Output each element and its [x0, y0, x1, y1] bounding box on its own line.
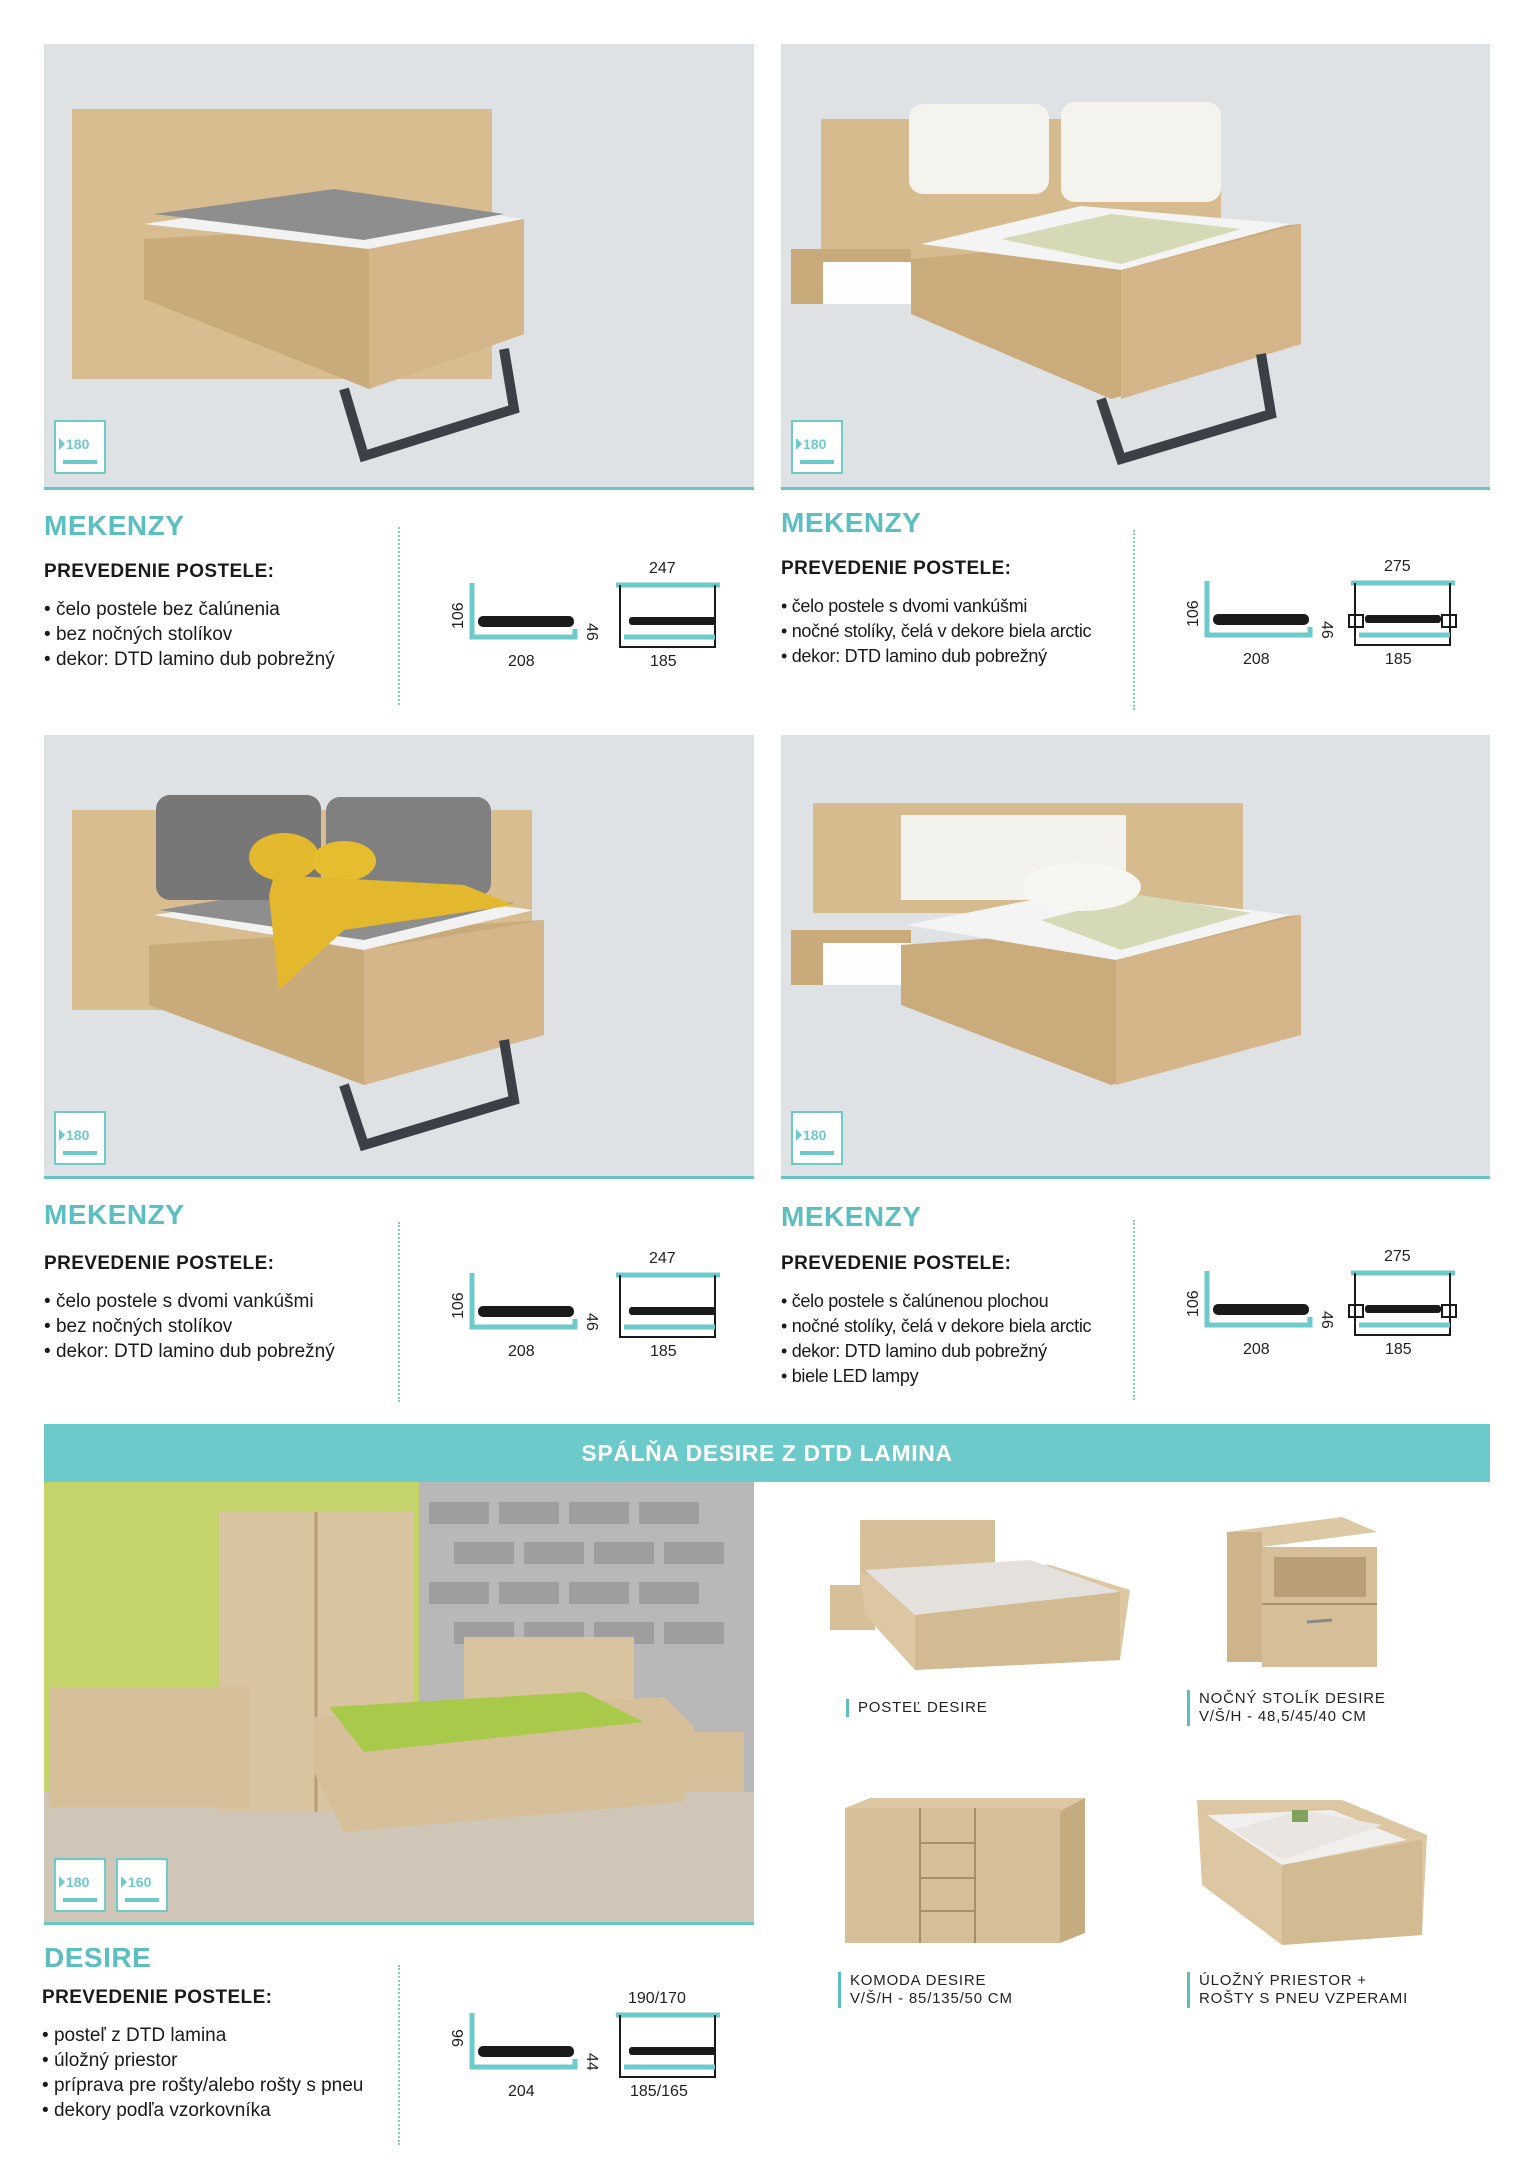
- item-photo-bed: [820, 1510, 1140, 1675]
- dim-height: 106: [1185, 1290, 1202, 1317]
- dim-side-height: 44: [583, 2053, 600, 2071]
- dimension-diagram: [440, 1985, 740, 2105]
- spec-heading: PREVEDENIE POSTELE:: [44, 1253, 275, 1274]
- feature-list: [42, 2023, 363, 2123]
- feature-item: • dekor: DTD lamino dub pobrežný: [781, 644, 1091, 669]
- caption-storage: [1187, 1972, 1408, 2008]
- caption-line: ÚLOŽNÝ PRIESTOR +: [1199, 1972, 1367, 1989]
- storage-bed-illustration: [1192, 1795, 1432, 1950]
- caption-line: V/Š/H - 48,5/45/40 CM: [1199, 1708, 1367, 1725]
- dim-side-height: 46: [1318, 1311, 1335, 1329]
- caption-line: POSTEĽ DESIRE: [858, 1699, 988, 1716]
- dim-length: 208: [508, 653, 535, 670]
- caption-line: NOČNÝ STOLÍK DESIRE: [1199, 1690, 1386, 1707]
- feature-item: • nočné stolíky, čelá v dekore biela arctic: [781, 1314, 1091, 1339]
- desire-room-photo: [44, 1482, 754, 1925]
- dimension-diagram: [440, 1245, 740, 1365]
- spec-heading: PREVEDENIE POSTELE:: [781, 1253, 1012, 1274]
- dim-inner-width: 185: [1385, 651, 1412, 668]
- feature-list: [781, 1289, 1091, 1389]
- product-photo-2: [781, 44, 1490, 490]
- item-photo-storage: [1192, 1795, 1432, 1950]
- product-photo-3: [44, 735, 754, 1179]
- dim-inner-width: 185: [650, 653, 677, 670]
- bed-illustration: [44, 735, 754, 1176]
- feature-list: [781, 594, 1091, 669]
- feature-item: • čelo postele s dvomi vankúšmi: [781, 594, 1091, 619]
- dim-height: 106: [450, 602, 467, 629]
- feature-item: • bez nočných stolíkov: [44, 622, 335, 647]
- dim-length: 208: [1243, 1341, 1270, 1358]
- feature-item: • biele LED lampy: [781, 1364, 1091, 1389]
- product-title: MEKENZY: [44, 1199, 185, 1230]
- dim-inner-width: 185/165: [630, 2083, 688, 2100]
- divider: [1133, 530, 1135, 710]
- feature-list: [44, 597, 335, 672]
- product-title: MEKENZY: [781, 507, 922, 538]
- dim-total-width: 275: [1384, 1248, 1411, 1265]
- caption-line: ROŠTY S PNEU VZPERAMI: [1199, 1990, 1409, 2007]
- product-photo-4: [781, 735, 1490, 1179]
- dim-length: 208: [1243, 651, 1270, 668]
- dim-side-height: 46: [583, 623, 600, 641]
- item-photo-nightstand: [1222, 1512, 1382, 1672]
- product-title: MEKENZY: [44, 510, 185, 541]
- size-badge-180: 180: [791, 420, 843, 474]
- dimension-diagram: [440, 555, 740, 675]
- divider: [398, 1222, 400, 1402]
- caption-line: V/Š/H - 85/135/50 CM: [850, 1990, 1013, 2007]
- spec-heading: PREVEDENIE POSTELE:: [42, 1987, 273, 2008]
- dim-total-width: 275: [1384, 558, 1411, 575]
- product-photo-1: [44, 44, 754, 490]
- feature-item: • bez nočných stolíkov: [44, 1314, 335, 1339]
- dim-total-width: 247: [649, 1250, 676, 1267]
- dim-side-height: 46: [583, 1313, 600, 1331]
- bedroom-illustration: [44, 1482, 754, 1922]
- feature-item: • dekor: DTD lamino dub pobrežný: [44, 1339, 335, 1364]
- item-photo-dresser: [840, 1793, 1090, 1948]
- dim-side-height: 46: [1318, 621, 1335, 639]
- feature-list: [44, 1289, 335, 1364]
- caption-bed: [846, 1699, 988, 1717]
- feature-item: • nočné stolíky, čelá v dekore biela arctic: [781, 619, 1091, 644]
- dim-total-width: 190/170: [628, 1990, 686, 2007]
- size-badge-180: 180: [54, 420, 106, 474]
- dim-inner-width: 185: [650, 1343, 677, 1360]
- spec-heading: PREVEDENIE POSTELE:: [44, 561, 275, 582]
- dim-height: 106: [1185, 600, 1202, 627]
- dimension-diagram: [1175, 553, 1475, 673]
- feature-item: • čelo postele s dvomi vankúšmi: [44, 1289, 335, 1314]
- bed-illustration: [781, 735, 1490, 1176]
- nightstand-illustration: [1222, 1512, 1382, 1672]
- size-badge-180: 180: [791, 1111, 843, 1165]
- bed-illustration: [820, 1510, 1140, 1675]
- dim-total-width: 247: [649, 560, 676, 577]
- size-badge-180: 180: [54, 1111, 106, 1165]
- product-title: MEKENZY: [781, 1201, 922, 1232]
- feature-item: • úložný priestor: [42, 2048, 363, 2073]
- feature-item: • čelo postele s čalúnenou plochou: [781, 1289, 1091, 1314]
- divider: [398, 527, 400, 705]
- section-banner: SPÁLŇA DESIRE Z DTD LAMINA: [44, 1424, 1490, 1482]
- feature-item: • dekor: DTD lamino dub pobrežný: [44, 647, 335, 672]
- caption-line: KOMODA DESIRE: [850, 1972, 987, 1989]
- product-title: DESIRE: [44, 1942, 152, 1973]
- feature-item: • čelo postele bez čalúnenia: [44, 597, 335, 622]
- dim-length: 204: [508, 2083, 535, 2100]
- spec-heading: PREVEDENIE POSTELE:: [781, 558, 1012, 579]
- feature-item: • dekor: DTD lamino dub pobrežný: [781, 1339, 1091, 1364]
- dimension-diagram: [1175, 1243, 1475, 1363]
- dim-height: 96: [450, 2029, 467, 2047]
- caption-nightstand: [1187, 1690, 1386, 1726]
- dresser-illustration: [840, 1793, 1090, 1948]
- bed-illustration: [44, 44, 754, 487]
- caption-dresser: [838, 1972, 1013, 2008]
- feature-item: • posteľ z DTD lamina: [42, 2023, 363, 2048]
- dim-height: 106: [450, 1292, 467, 1319]
- feature-item: • príprava pre rošty/alebo rošty s pneu: [42, 2073, 363, 2098]
- feature-item: • dekory podľa vzorkovníka: [42, 2098, 363, 2123]
- bed-illustration: [781, 44, 1490, 487]
- divider: [1133, 1220, 1135, 1400]
- size-badge-180: 180: [54, 1858, 106, 1912]
- divider: [398, 1965, 400, 2145]
- dim-inner-width: 185: [1385, 1341, 1412, 1358]
- dim-length: 208: [508, 1343, 535, 1360]
- size-badge-160: 160: [116, 1858, 168, 1912]
